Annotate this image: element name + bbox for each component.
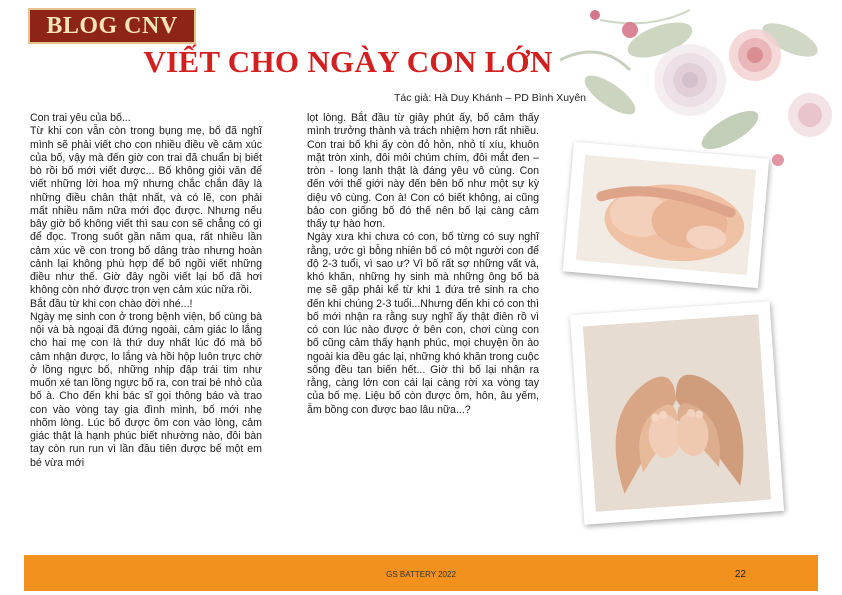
paragraph: Ngày mẹ sinh con ở trong bệnh viện, bố cùng bà nội và bà ngoại đã đứng ngoài, cảm giác lo lắng cho hai mẹ con là thứ duy nhất lúc đó mà bố cảm nhận được, lo lắng và hồi hộp luôn trực chờ ở lồng ngực bố, những nhịp đập trái tim như muốn xé tan lồng ngực bố ra, con trai bé nhỏ của bố à. Cho đến khi bác sĩ gọi thông báo và trao con vào vòng tay gia đình mình, bố mới nhẹ nhõm lòng. Lúc bố được ôm con vào lòng, cảm giác thật là hạnh phúc biết nhường nào, đôi bàn tay còn run run vì lần đầu tiên được bế một em bé vừa mới xyxy=(30,310,262,469)
page-footer xyxy=(24,555,818,591)
blog-badge xyxy=(28,8,196,44)
footer-publication: GS BATTERY 2022 xyxy=(386,570,456,579)
article-author: Tác giả: Hà Duy Khánh – PD Bình Xuyên xyxy=(393,92,586,104)
paragraph: lọt lòng. Bắt đầu từ giây phút ấy, bố cảm thấy mình trưởng thành và trách nhiệm hơn rất nhiều. Con trai bố khi ấy còn đỏ hỏn, nhỏ tí xíu, khuôn mặt tròn xinh, đôi môi chúm chím, đôi mắt đen – tròn - long lanh thật là đáng yêu vô cùng. Con đến với thế giới này đến bên bố như một sự kỳ diệu vô cùng. Con à! Con có biết không, ai cũng bảo con giống bố đó thế nên bố lại càng cảm thấy tự hào hơn. xyxy=(307,112,539,230)
article-column-2 xyxy=(307,112,539,417)
paragraph: Từ khi con vẫn còn trong bụng mẹ, bố đã nghĩ mình sẽ phải viết cho con nhiều điều về cảm xúc của bố, vậy mà đến giờ con trai đã chuẩn bị biết bò rồi bố mới viết được... Bố không giỏi văn để viết những lời hoa mỹ nhưng chắc chắn đây là những điều chân thật nhất, và có lẽ, con phải mất nhiều năm nữa mới đọc được. Nhưng nếu bây giờ bố không viết thì sau con sẽ chẳng có gì để đọc. Trong suốt gần năm qua, rất nhiều lần cảm xúc về con trong bố dâng trào nhưng hoàn cảnh lại không phù hợp để bố ngồi viết những điều như thế. Giờ đây ngồi viết lại bố đã hơi không còn nhớ được trọn vẹn cảm xúc nữa rồi. xyxy=(30,125,262,297)
article-column-1 xyxy=(30,112,262,470)
page-number: 22 xyxy=(734,569,746,580)
paragraph: Bắt đầu từ khi con chào đời nhé...! xyxy=(30,297,193,310)
paragraph: Con trai yêu của bố... xyxy=(30,112,131,124)
photo-baby-feet xyxy=(570,301,784,524)
baby-feet-image xyxy=(583,314,772,512)
photo-baby-hand xyxy=(563,142,770,289)
badge-label: BLOG CNV xyxy=(46,13,178,39)
article-title: VIẾT CHO NGÀY CON LỚN xyxy=(143,44,553,79)
paragraph: Ngày xưa khi chưa có con, bố từng có suy nghĩ rằng, ước gì bỗng nhiên bố có một người con để độ 2-3 tuổi, vì sao ư? Vì bố rất sợ những vất và, khó khăn, những hy sinh mà những ông bố bà mẹ sẽ gặp phải kể từ khi 1 đứa trẻ sinh ra cho đến khi chúng 2-3 tuổi...Nhưng đến khi có con thì bố mới nhận ra rằng suy nghĩ ấy thật điên rồ vì có con lúc nào được ở bên con, chơi cùng con bố cũng cảm thấy hạnh phúc, mọi chuyện ồn ào ngoài kia đều gác lại, những khó khăn trong cuộc sống đều tan biến hết... Giờ thì bố lại nhận ra rằng, càng lớn con cái lại càng rời xa vòng tay của bố mẹ. Liệu bố còn được ôm, hôn, âu yếm, ẵm bồng con được bao lâu nữa...? xyxy=(307,231,539,416)
baby-hand-image xyxy=(576,155,757,276)
